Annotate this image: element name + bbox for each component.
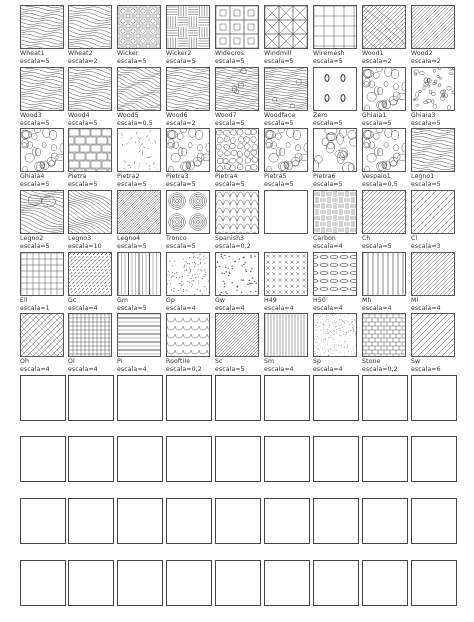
hatch-swatch[interactable] (411, 67, 455, 127)
hatch-preview-ml (411, 252, 455, 296)
hatch-scale: escala=5 (264, 181, 294, 188)
hatch-scale: escala=4 (264, 305, 294, 312)
hatch-swatch[interactable] (215, 67, 259, 127)
hatch-name: Gc (68, 297, 77, 304)
empty-swatch-slot (362, 560, 408, 606)
hatch-swatch[interactable] (166, 313, 210, 373)
hatch-preview-ghiaia4 (20, 128, 64, 172)
hatch-name: Wheat1 (20, 50, 45, 57)
hatch-preview-carbon (313, 190, 357, 234)
hatch-name: Woodface (264, 112, 296, 119)
empty-swatch-slot (117, 498, 163, 544)
hatch-scale: escala=4 (166, 305, 196, 312)
hatch-swatch[interactable] (68, 190, 112, 250)
hatch-scale: escala=5 (20, 181, 50, 188)
hatch-scale: escala=4 (264, 366, 294, 373)
hatch-preview-wheat1 (20, 5, 64, 49)
hatch-name: Sp (313, 358, 322, 365)
hatch-preview-wicker (117, 5, 161, 49)
hatch-swatch[interactable] (264, 5, 308, 65)
hatch-name: Windmill (264, 50, 292, 57)
hatch-scale: escala=4 (117, 366, 147, 373)
hatch-name: Pietra3 (166, 173, 189, 180)
hatch-swatch[interactable] (362, 5, 406, 65)
hatch-scale: escala=5 (215, 58, 245, 65)
hatch-scale: escala=3 (411, 243, 441, 250)
empty-swatch-slot (20, 498, 66, 544)
hatch-scale: escala=4 (313, 366, 343, 373)
empty-swatch-slot (215, 498, 261, 544)
hatch-scale: escala=4 (313, 243, 343, 250)
hatch-swatch[interactable] (68, 313, 112, 373)
empty-swatch-slot (362, 375, 408, 421)
hatch-name: H50 (313, 297, 326, 304)
hatch-preview-stone (362, 313, 406, 357)
hatch-preview-pietra6 (313, 128, 357, 172)
hatch-name: Gp (166, 297, 175, 304)
hatch-preview-widecros (215, 5, 259, 49)
hatch-swatch[interactable] (20, 128, 64, 188)
hatch-swatch[interactable] (362, 313, 406, 373)
empty-swatch-slot (411, 498, 457, 544)
empty-swatch-slot (264, 560, 310, 606)
hatch-name: Rooftile (166, 358, 191, 365)
hatch-name: Gm (117, 297, 129, 304)
empty-swatch-slot (215, 436, 261, 482)
hatch-swatch[interactable] (362, 252, 406, 312)
empty-swatch-slot (264, 436, 310, 482)
hatch-swatch[interactable] (166, 5, 210, 65)
hatch-swatch[interactable] (117, 190, 161, 250)
hatch-name: Legno2 (20, 235, 44, 242)
empty-swatch-slot (20, 560, 66, 606)
hatch-scale: escala=0,2 (166, 366, 202, 373)
hatch-name: Wiremesh (313, 50, 345, 57)
hatch-name: Wood6 (166, 112, 188, 119)
hatch-name: Mh (362, 297, 372, 304)
hatch-name: Carbon (313, 235, 336, 242)
hatch-swatch[interactable] (117, 128, 161, 188)
hatch-scale: escala=5 (68, 181, 98, 188)
empty-swatch-slot (68, 498, 114, 544)
hatch-scale: escala=5 (264, 120, 294, 127)
empty-swatch-slot (362, 498, 408, 544)
hatch-name: Ol (68, 358, 75, 365)
hatch-swatch[interactable] (117, 67, 161, 127)
hatch-scale: escala=2 (362, 58, 392, 65)
hatch-preview-cl (411, 190, 455, 234)
hatch-name: Oh (20, 358, 29, 365)
hatch-swatch[interactable] (362, 128, 406, 188)
hatch-swatch[interactable] (68, 252, 112, 312)
hatch-preview-h49 (264, 252, 308, 296)
hatch-name: Zero (313, 112, 328, 119)
hatch-name: Wood2 (411, 50, 433, 57)
hatch-scale: escala=4 (411, 305, 441, 312)
hatch-preview-wood4 (68, 67, 112, 111)
hatch-preview-gp (166, 252, 210, 296)
hatch-name: Cl (411, 235, 418, 242)
hatch-scale: escala=5 (20, 243, 50, 250)
hatch-name: Gw (215, 297, 226, 304)
empty-swatch-slot (411, 436, 457, 482)
hatch-name: Ell (20, 297, 28, 304)
empty-swatch-slot (20, 436, 66, 482)
hatch-scale: escala=0,2 (215, 243, 251, 250)
hatch-swatch[interactable] (117, 252, 161, 312)
hatch-swatch[interactable] (313, 190, 357, 250)
hatch-name: Wood5 (117, 112, 139, 119)
hatch-swatch[interactable] (215, 313, 259, 373)
hatch-scale: escala=5 (117, 58, 147, 65)
hatch-swatch[interactable] (313, 252, 357, 312)
hatch-name: Tronco (166, 235, 187, 242)
hatch-scale: escala=5 (313, 58, 343, 65)
hatch-scale: escala=4 (362, 305, 392, 312)
hatch-swatch[interactable] (166, 190, 210, 250)
hatch-swatch[interactable] (166, 128, 210, 188)
hatch-swatch[interactable] (215, 5, 259, 65)
hatch-scale: escala=5 (313, 120, 343, 127)
hatch-name: Ghiaia1 (362, 112, 387, 119)
hatch-swatch[interactable] (264, 252, 308, 312)
hatch-name: Pietra4 (215, 173, 238, 180)
hatch-name: Vespaio1 (362, 173, 391, 180)
hatch-name: Pietra6 (313, 173, 336, 180)
empty-swatch-slot (264, 498, 310, 544)
hatch-preview-pietra4 (215, 128, 259, 172)
hatch-name: Legno3 (68, 235, 92, 242)
empty-swatch-slot (117, 375, 163, 421)
empty-swatch-slot (166, 436, 212, 482)
hatch-name: Legno1 (411, 173, 435, 180)
hatch-swatch[interactable] (215, 252, 259, 312)
hatch-name: Ml (411, 297, 419, 304)
hatch-swatch[interactable] (411, 190, 455, 250)
hatch-scale: escala=5 (411, 120, 441, 127)
hatch-scale: escala=4 (20, 366, 50, 373)
hatch-swatch[interactable] (20, 252, 64, 312)
hatch-preview-mh (362, 252, 406, 296)
hatch-swatch[interactable] (362, 67, 406, 127)
empty-swatch-slot (68, 375, 114, 421)
hatch-swatch[interactable] (117, 313, 161, 373)
empty-swatch-slot (215, 375, 261, 421)
hatch-name: Sw (411, 358, 421, 365)
hatch-preview-legno3 (68, 190, 112, 234)
hatch-swatch[interactable] (264, 67, 308, 127)
hatch-scale: escala=5 (166, 181, 196, 188)
hatch-scale: escala=0,2 (362, 366, 398, 373)
hatch-scale: escala=0,5 (362, 181, 398, 188)
hatch-preview-vespaio1 (362, 128, 406, 172)
hatch-swatch[interactable] (264, 313, 308, 373)
empty-swatch-slot (117, 436, 163, 482)
hatch-scale: escala=5 (117, 305, 147, 312)
hatch-scale: escala=5 (117, 243, 147, 250)
hatch-preview-pi (117, 313, 161, 357)
hatch-swatch[interactable] (411, 128, 455, 188)
hatch-scale: escala=6 (411, 366, 441, 373)
hatch-name: Sc (215, 358, 223, 365)
empty-swatch-slot (362, 436, 408, 482)
hatch-preview-windmill (264, 5, 308, 49)
empty-swatch-slot (313, 560, 359, 606)
hatch-preview-sm (264, 313, 308, 357)
hatch-preview-oh (20, 313, 64, 357)
hatch-preview-ch (362, 190, 406, 234)
hatch-swatch[interactable] (362, 190, 406, 250)
hatch-scale: escala=4 (215, 305, 245, 312)
hatch-name: Wood3 (20, 112, 42, 119)
hatch-scale: escala=1 (20, 305, 50, 312)
hatch-name: Pi (117, 358, 123, 365)
hatch-name: Sm (264, 358, 275, 365)
hatch-name: Spanish3 (215, 235, 245, 242)
hatch-preview-zero (313, 67, 357, 111)
hatch-swatch[interactable] (313, 128, 357, 188)
hatch-scale: escala=5 (215, 366, 245, 373)
hatch-name: H49 (264, 297, 277, 304)
hatch-scale: escala=5 (215, 120, 245, 127)
hatch-preview-ghiaia3 (411, 67, 455, 111)
empty-swatch-slot (313, 498, 359, 544)
hatch-scale: escala=2 (411, 58, 441, 65)
empty-swatch-slot (411, 375, 457, 421)
hatch-preview-legno4 (117, 190, 161, 234)
hatch-name: Wicker2 (166, 50, 192, 57)
hatch-scale: escala=0,5 (117, 120, 153, 127)
empty-swatch-slot (313, 436, 359, 482)
hatch-swatch[interactable] (20, 190, 64, 250)
hatch-name: Wood4 (68, 112, 90, 119)
empty-swatch-slot (68, 436, 114, 482)
hatch-preview-gc (68, 252, 112, 296)
hatch-preview-sw (411, 313, 455, 357)
hatch-scale: escala=5 (117, 181, 147, 188)
hatch-scale: escala=5 (215, 181, 245, 188)
empty-swatch-slot (215, 560, 261, 606)
hatch-preview-legno2 (20, 190, 64, 234)
empty-swatch-slot (68, 560, 114, 606)
hatch-swatch[interactable] (20, 67, 64, 127)
hatch-swatch[interactable] (68, 67, 112, 127)
hatch-scale: escala=2 (68, 58, 98, 65)
hatch-preview-wood3 (20, 67, 64, 111)
hatch-swatch[interactable] (313, 67, 357, 127)
hatch-preview-wood1 (362, 5, 406, 49)
hatch-swatch[interactable] (411, 252, 455, 312)
empty-swatch-slot (411, 560, 457, 606)
hatch-name: Wood7 (215, 112, 237, 119)
hatch-swatch[interactable] (20, 313, 64, 373)
hatch-swatch[interactable] (264, 190, 308, 235)
hatch-swatch[interactable] (313, 313, 357, 373)
hatch-scale: escala=5 (20, 58, 50, 65)
hatch-name: Legno4 (117, 235, 141, 242)
hatch-scale: escala=5 (166, 243, 196, 250)
hatch-swatch[interactable] (20, 5, 64, 65)
hatch-scale: escala=5 (68, 120, 98, 127)
hatch-swatch[interactable] (264, 128, 308, 188)
hatch-scale: escala=4 (68, 305, 98, 312)
hatch-scale: escala=5 (20, 120, 50, 127)
hatch-swatch[interactable] (411, 313, 455, 373)
hatch-name: Pietra (68, 173, 87, 180)
hatch-name: Widecros (215, 50, 245, 57)
hatch-scale: escala=5 (264, 58, 294, 65)
hatch-preview-pietra5 (264, 128, 308, 172)
empty-swatch-slot (166, 375, 212, 421)
hatch-swatch[interactable] (411, 5, 455, 65)
hatch-scale: escala=2 (166, 120, 196, 127)
hatch-preview-ell (20, 252, 64, 296)
hatch-preview-sc (215, 313, 259, 357)
hatch-preview-pietra3 (166, 128, 210, 172)
hatch-preview-gm (117, 252, 161, 296)
hatch-name: Wood1 (362, 50, 384, 57)
hatch-preview-rooftile (166, 313, 210, 357)
hatch-scale: escala=5 (313, 181, 343, 188)
hatch-swatch[interactable] (313, 5, 357, 65)
hatch-name: Stone (362, 358, 381, 365)
hatch-swatch[interactable] (215, 190, 259, 250)
hatch-scale: escala=5 (166, 58, 196, 65)
hatch-name: Wheat2 (68, 50, 93, 57)
hatch-preview-pietra (68, 128, 112, 172)
hatch-preview-gw (215, 252, 259, 296)
hatch-name: Pietra5 (264, 173, 287, 180)
hatch-name: Ghiaia4 (20, 173, 45, 180)
hatch-preview-wicker2 (166, 5, 210, 49)
hatch-preview-spanish3 (215, 190, 259, 234)
hatch-name: Ghiaia3 (411, 112, 436, 119)
hatch-name: Ch (362, 235, 371, 242)
hatch-name: Pietra2 (117, 173, 140, 180)
hatch-scale: escala=4 (313, 305, 343, 312)
hatch-preview-wiremesh (313, 5, 357, 49)
hatch-preview-wood6 (166, 67, 210, 111)
empty-swatch-slot (166, 498, 212, 544)
hatch-scale: escala=5 (411, 181, 441, 188)
hatch-scale: escala=5 (362, 120, 392, 127)
hatch-swatch[interactable] (166, 252, 210, 312)
hatch-preview-h50 (313, 252, 357, 296)
hatch-swatch[interactable] (68, 128, 112, 188)
hatch-preview-wheat2 (68, 5, 112, 49)
hatch-preview-woodface (264, 67, 308, 111)
hatch-preview-empty (264, 190, 308, 234)
empty-swatch-slot (313, 375, 359, 421)
hatch-preview-wood7 (215, 67, 259, 111)
hatch-swatch[interactable] (68, 5, 112, 65)
hatch-preview-wood2 (411, 5, 455, 49)
hatch-preview-tronco (166, 190, 210, 234)
hatch-swatch[interactable] (166, 67, 210, 127)
hatch-scale: escala=4 (68, 366, 98, 373)
hatch-preview-ghiaia1 (362, 67, 406, 111)
hatch-preview-wood5 (117, 67, 161, 111)
hatch-name: Wicker (117, 50, 139, 57)
empty-swatch-slot (20, 375, 66, 421)
hatch-preview-legno1 (411, 128, 455, 172)
empty-swatch-slot (166, 560, 212, 606)
empty-swatch-slot (264, 375, 310, 421)
hatch-scale: escala=10 (68, 243, 102, 250)
empty-swatch-slot (117, 560, 163, 606)
hatch-preview-pietra2 (117, 128, 161, 172)
hatch-scale: escala=5 (362, 243, 392, 250)
hatch-preview-ol (68, 313, 112, 357)
hatch-swatch[interactable] (215, 128, 259, 188)
hatch-preview-sp (313, 313, 357, 357)
hatch-swatch[interactable] (117, 5, 161, 65)
